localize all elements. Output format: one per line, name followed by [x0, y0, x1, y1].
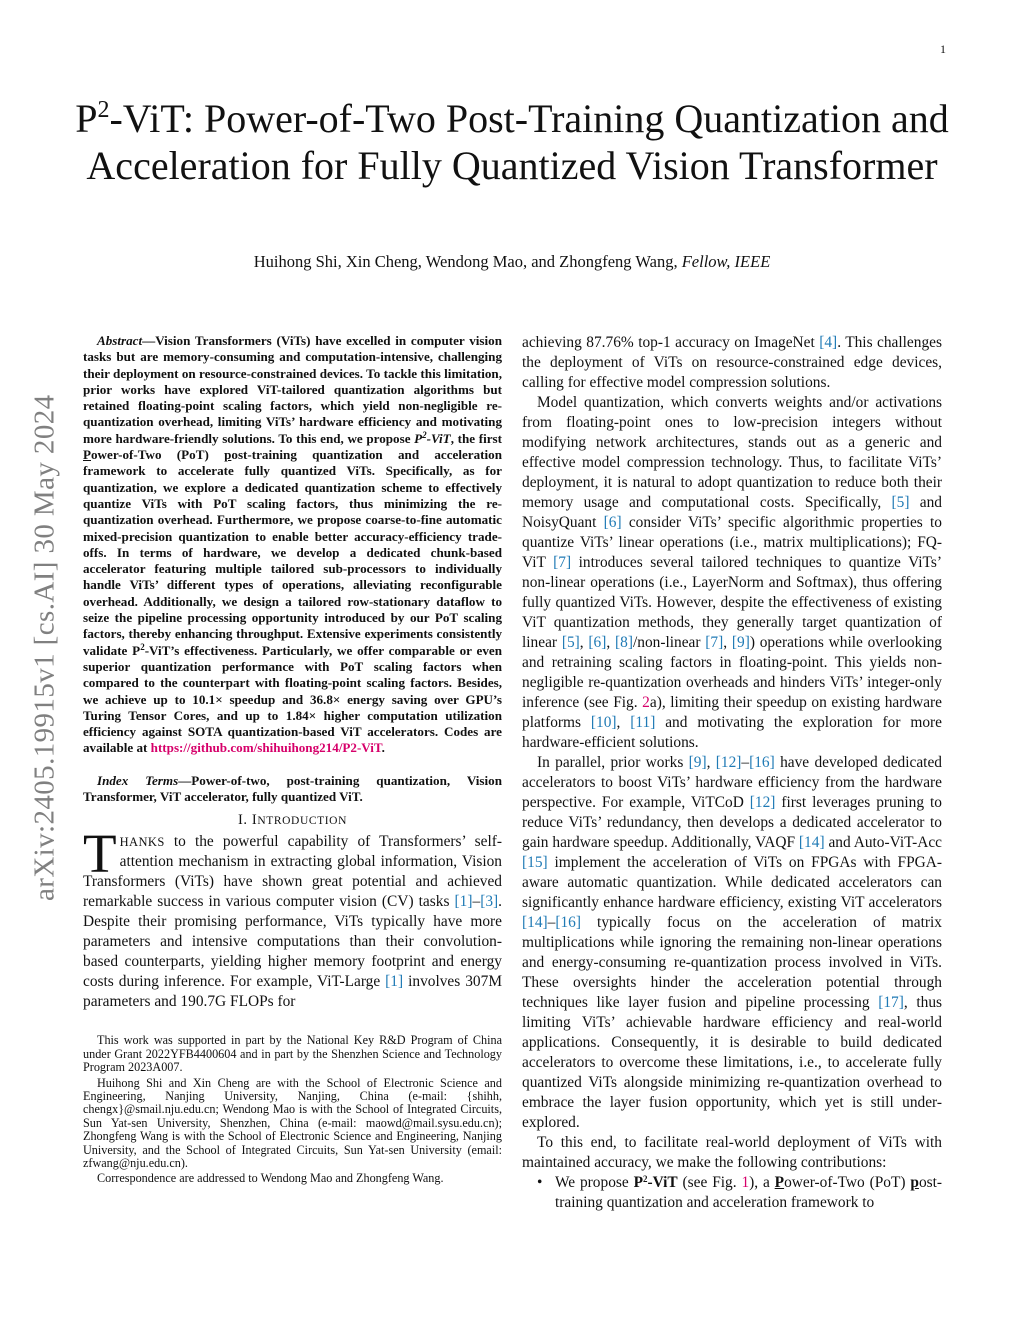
intro-paragraph: THANKS to the powerful capability of Transformers’ self-attention mechanism in extracting global information, Vision Transformers (ViTs) have shown great potential and achieved remarkable success in various computer vision (CV) tasks [1]–[3]. Despite their promising performance, ViTs typically have more parameters and intensive computations than their convolution-based counterparts, yielding higher memory footprint and energy costs during inference. For example, ViT-Large [1] involves 307M parameters and 190.7G FLOPs for: [83, 823, 502, 1011]
citation-15[interactable]: [15]: [522, 854, 548, 871]
figure-1-reference[interactable]: 1: [741, 1174, 750, 1191]
drop-cap: T: [83, 823, 117, 885]
contribution-bullet: • We propose $P^2$-ViT (see Fig. 1), a Power-of-Two (PoT) post-training quantization and acceleration framework to: [537, 1174, 943, 1211]
citation-6b[interactable]: [6]: [588, 634, 607, 651]
citation-1[interactable]: [1]: [454, 893, 473, 911]
citation-16b[interactable]: [16]: [555, 914, 582, 931]
arxiv-identifier[interactable]: [30, 348, 60, 948]
code-repository-link[interactable]: https://github.com/shihuihong214/P2-ViT: [150, 740, 382, 756]
citation-6[interactable]: [6]: [603, 514, 622, 531]
paragraph-contributions: To this end, to facilitate real-world deployment of ViTs with maintained accuracy, we make the following contributions:: [522, 1134, 942, 1171]
footnotes: [83, 1034, 502, 1185]
figure-2-reference[interactable]: 2: [642, 694, 650, 711]
bullet-dot: •: [537, 1174, 543, 1191]
index-terms: Index Terms—Power-of-two, post-training quantization, Vision Transformer, ViT accelerator, fully quantized ViT.: [83, 772, 502, 805]
section-heading-introduction: I. INTRODUCTION: [238, 812, 347, 829]
author-list: Huihong Shi, Xin Cheng, Wendong Mao, and Zhongfeng Wang, Fellow, IEEE: [253, 252, 771, 271]
footnote-affiliations: Huihong Shi and Xin Cheng are with the School of Electronic Science and Engineering, Nanjing University, Nanjing, China (e-mail: {shihh, chengx}@smail.nju.edu.cn; Wendong Mao is with the School of Integrated Circuits, Sun Yat-sen University, Shenzhen, China (e-mail: maowd@mail.sysu.edu.cn); Zhongfeng Wang is with the School of Electronic Science and Engineering, Nanjing University, and the School of Integrated Circuits, Sun Yat-sen University (email: zfwang@nju.edu.cn).: [83, 1075, 502, 1170]
citation-17[interactable]: [17]: [878, 994, 904, 1011]
page-number: 1: [940, 42, 946, 56]
citation-12b[interactable]: [12]: [749, 794, 776, 811]
fellow-label: Fellow, IEEE: [681, 252, 771, 271]
right-column: [522, 333, 942, 1213]
paragraph-quantization: Model quantization, which converts weights and/or activations from floating-point ones to low-precision integers without modifying network architectures, stands out as a generic and effective model compression technology. Thus, to facilitate ViTs’ deployment, it is natural to adopt quantization to reduce both their memory usage and computational costs. Specifically, [5] and NoisyQuant [6] consider ViTs’ specific algorithmic properties to quantize ViTs’ linear operations (i.e., matrix multiplications); FQ-ViT [7] introduces several tailored techniques to quantize ViTs’ non-linear operations (i.e., LayerNorm and Softmax), thus offering fully quantized ViTs. However, despite the effectiveness of existing ViT quantization methods, they generally target quantization of linear [5], [6], [8]/non-linear [7], [9]) operations while overlooking and retraining scaling factors in floating-point. This yields non-negligible re-quantization overheads and hinders ViTs’ integer-only inference (see Fig. 2a), limiting their speedup on existing hardware platforms [10], [11] and motivating the exploration for more hardware-efficient solutions.: [522, 394, 943, 751]
footnote-correspondence: Correspondence are addressed to Wendong Mao and Zhongfeng Wang.: [97, 1171, 444, 1186]
citation-1b[interactable]: [1]: [385, 973, 404, 991]
citation-10[interactable]: [10]: [590, 714, 617, 731]
paper-title: $P^2$-ViT: Power-of-Two Post-Training Quantization and Acceleration for Fully Quantized Vision Transformer: [75, 96, 949, 188]
citation-4[interactable]: [4]: [819, 334, 838, 351]
arxiv-id-text[interactable]: arXiv:2405.19915v1 [cs.AI] 30 May 2024: [28, 394, 61, 902]
paragraph-accelerators: In parallel, prior works [9], [12]–[16] have developed dedicated accelerators to boost ViTs’ hardware efficiency from the hardware perspective. For example, ViTCoD [12] first leverages pruning to reduce ViTs’ redundancy, then develops a dedicated accelerator to gain hardware speedup. Additionally, VAQF [14] and Auto-ViT-Acc [15] implement the acceleration of ViTs on FPGAs with FPGA-aware automatic quantization. While dedicated accelerators can significantly enhance hardware efficiency, existing ViT accelerators [14]–[16] typically focus on the acceleration of matrix multiplications while ignoring the remaining non-linear operations and energy-consuming re-quantization process involved in ViTs. These oversights hinder the acceleration potential through techniques like layer fusion and pipeline processing [17], thus limiting ViTs’ achievable hardware efficiency and real-world applications. Consequently, it is desirable to build dedicated accelerators to overcome these limitations, i.e., to accelerate fully quantized ViTs alongside minimizing re-quantization overhead to embrace the layer fusion opportunity, which yet is still under-explored.: [522, 754, 943, 1131]
citation-7b[interactable]: [7]: [705, 634, 724, 651]
citation-11[interactable]: [11]: [630, 714, 656, 731]
citation-8[interactable]: [8]: [615, 634, 633, 651]
citation-14b[interactable]: [14]: [522, 914, 548, 931]
citation-3[interactable]: [3]: [480, 893, 499, 911]
citation-5[interactable]: [5]: [891, 494, 910, 511]
citation-14[interactable]: [14]: [798, 834, 825, 851]
citation-16[interactable]: [16]: [749, 754, 775, 771]
footnote-funding: This work was supported in part by the National Key R&D Program of China under Grant 2022YFB4400604 and in part by the Shenzhen Science and Technology Program 2023A007.: [83, 1033, 502, 1075]
abstract: Abstract—Vision Transformers (ViTs) have excelled in computer vision tasks but are memory-consuming and computation-intensive, challenging their deployment on resource-constrained devices. To tackle this limitation, prior works have explored ViT-tailored quantization algorithms but retained floating-point scaling factors, which yield non-negligible re-quantization overhead, limiting ViTs’ hardware efficiency and motivating more hardware-friendly solutions. To this end, we propose $P^2$-ViT, the first Power-of-Two (PoT) post-training quantization and acceleration framework to accelerate fully quantized ViTs. Specifically, as for quantization, we explore a dedicated quantization scheme to effectively quantize ViTs with PoT scaling factors, thus minimizing the re-quantization overhead. Furthermore, we propose coarse-to-fine automatic mixed-precision quantization to enable better accuracy-efficiency trade-offs. In terms of hardware, we develop a dedicated chunk-based accelerator featuring multiple tailored sub-processors to individually handle ViTs’ different types of operations, alleviating reconfigurable overhead. Additionally, we design a tailored row-stationary dataflow to seize the pipeline processing opportunity introduced by our PoT scaling factors, thereby enhancing throughput. Extensive experiments consistently validate $P^2-ViT’s$ effectiveness. Particularly, we offer comparable or even superior quantization performance with PoT scaling factors when compared to the counterpart with floating-point scaling factors. Besides, we achieve up to 10.1× speedup and 36.8× energy saving over GPU’s Turing Tensor Cores, and up to 1.84× higher computation utilization efficiency against SOTA quantization-based ViT accelerators. Codes are available at https://github.com/shihuihong214/P2-ViT.: [83, 333, 503, 756]
citation-7[interactable]: [7]: [553, 554, 572, 571]
paragraph-accuracy: achieving 87.76% top-1 accuracy on ImageNet [4]. This challenges the deployment of ViTs on resource-constrained edge devices, calling for effective model compression solutions.: [522, 334, 942, 391]
left-column: [83, 333, 502, 1188]
citation-12[interactable]: [12]: [715, 754, 742, 771]
citation-9[interactable]: [9]: [731, 634, 750, 651]
citation-5b[interactable]: [5]: [561, 634, 580, 651]
citation-9b[interactable]: [9]: [688, 754, 707, 771]
